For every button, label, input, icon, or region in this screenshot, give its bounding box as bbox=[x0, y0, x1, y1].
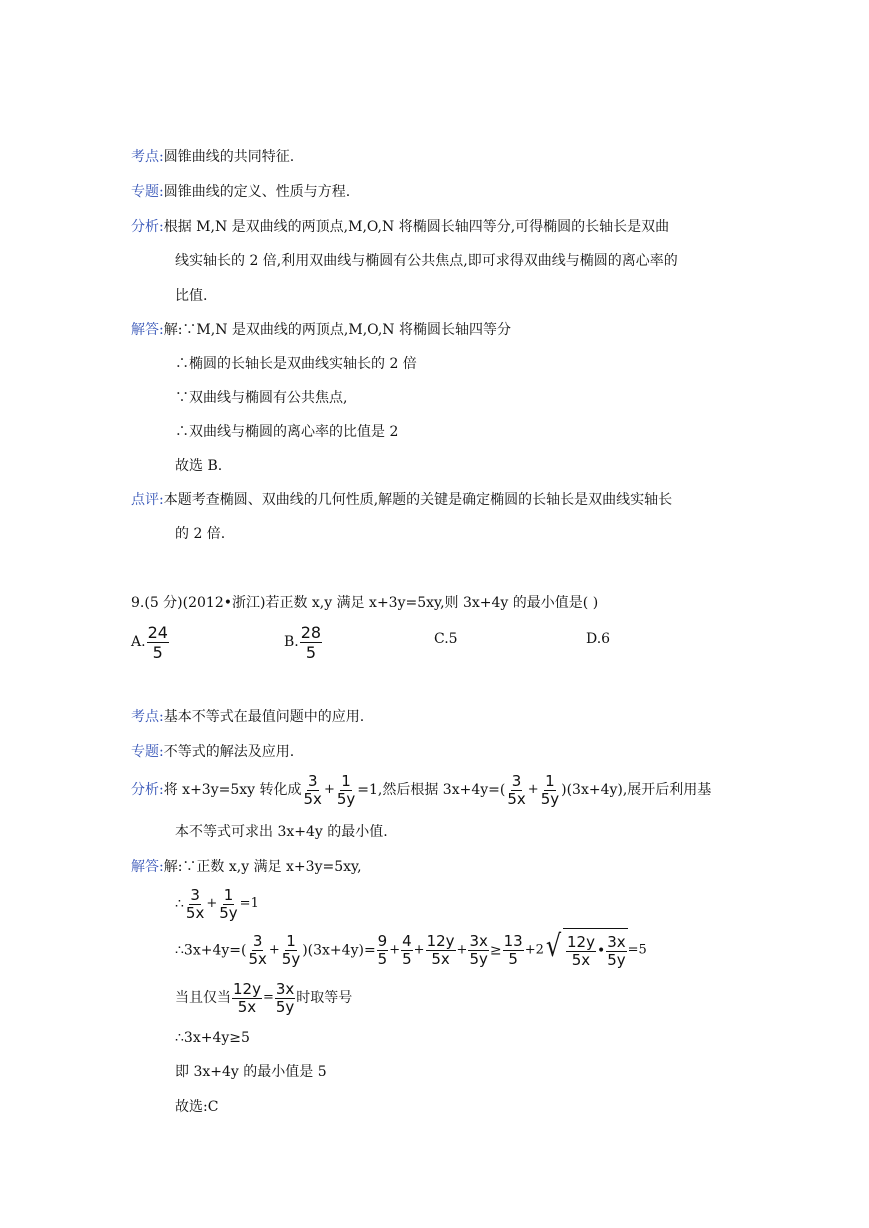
q9-fenxi-line-2: 本不等式可求出 3x+4y 的最小值. bbox=[175, 824, 388, 840]
fraction-3x-over-5y: $\frac{3x}{5y}$ bbox=[607, 932, 626, 969]
q9-option-b: B. $\frac{28}{5}$ bbox=[284, 622, 322, 662]
q9-equality-condition: 当且仅当 $\frac{12y}{5x}$ = $\frac{3x}{5y}$ 时取等号 bbox=[175, 979, 353, 1016]
q9-equation-1: ∴ $\frac{3}{5x}$ + $\frac{1}{5y}$ =1 bbox=[175, 885, 259, 922]
q8-dianping-line-2: 的 2 倍. bbox=[175, 526, 226, 542]
jieda-text: 解:∵正数 x,y 满足 x+3y=5xy, bbox=[163, 859, 362, 875]
fraction-3x-over-5y: $\frac{3x}{5y}$ bbox=[469, 932, 488, 968]
dianping-label: 点评: bbox=[131, 492, 164, 508]
fraction-13-over-5: $\frac{13}{5}$ bbox=[503, 932, 523, 968]
q9-jieda-min: 即 3x+4y 的最小值是 5 bbox=[175, 1064, 327, 1080]
q8-fenxi-line-1 bbox=[131, 217, 669, 237]
kaodian-label: 考点: bbox=[131, 149, 164, 165]
q8-kaodian-line bbox=[131, 147, 294, 167]
zhuanti-text: 圆锥曲线的定义、性质与方程. bbox=[163, 184, 351, 200]
fraction-3-over-5x: $\frac{3}{5x}$ bbox=[507, 771, 526, 808]
q9-zhuanti-line bbox=[131, 742, 294, 762]
fraction-1-over-5y: $\frac{1}{5y}$ bbox=[281, 932, 301, 968]
kaodian-label: 考点: bbox=[131, 709, 164, 725]
q9-equation-2: ∴3x+4y=( $\frac{3}{5x}$ + $\frac{1}{5y}$ )(3x+4y)= $\frac{9}{5}$ + $\frac{4}{5}$ + $\frac{12y}{5x}$ + $\frac{3x}{5y}$ ≥ $\frac{13}{5}$ +2 √ $\frac{12y}{5x}$ • $\frac{3x}{5y}$ =5 bbox=[175, 928, 647, 973]
fraction-1-over-5y: $\frac{1}{5y}$ bbox=[219, 885, 238, 922]
jieda-text: 解:∵M,N 是双曲线的两顶点,M,O,N 将椭圆长轴四等分 bbox=[163, 322, 511, 338]
zhuanti-label: 专题: bbox=[131, 744, 164, 760]
q8-jieda-line-4: ∴双曲线与椭圆的离心率的比值是 2 bbox=[175, 424, 399, 440]
q9-option-a: A. $\frac{24}{5}$ bbox=[131, 622, 168, 662]
fraction-12y-over-5x: $\frac{12y}{5x}$ bbox=[567, 932, 595, 969]
jieda-label: 解答: bbox=[131, 859, 164, 875]
q8-zhuanti-line bbox=[131, 182, 350, 202]
q9-jieda-choice: 故选:C bbox=[175, 1099, 219, 1115]
fenxi-text: 根据 M,N 是双曲线的两顶点,M,O,N 将椭圆长轴四等分,可得椭圆的长轴长是双曲 bbox=[163, 219, 670, 235]
fenxi-label: 分析: bbox=[131, 219, 164, 235]
fraction-3-over-5x: $\frac{3}{5x}$ bbox=[303, 771, 322, 808]
q9-fenxi-line-1: 分析:将 x+3y=5xy 转化成 $\frac{3}{5x}$ + $\frac{1}{5y}$ =1,然后根据 3x+4y=( $\frac{3}{5x}$ + $\frac{1}{5y}$ )(3x+4y),展开后利用基 bbox=[131, 771, 712, 808]
q9-jieda-line-1 bbox=[131, 857, 362, 877]
zhuanti-text: 不等式的解法及应用. bbox=[163, 744, 295, 760]
fraction-9-over-5: $\frac{9}{5}$ bbox=[377, 932, 388, 968]
fraction-3-over-5x: $\frac{3}{5x}$ bbox=[248, 932, 267, 968]
fraction-12y-over-5x: $\frac{12y}{5x}$ bbox=[233, 979, 261, 1016]
q8-fenxi-line-2: 线实轴长的 2 倍,利用双曲线与椭圆有公共焦点,即可求得双曲线与椭圆的离心率的 bbox=[175, 253, 678, 269]
fraction-1-over-5y: $\frac{1}{5y}$ bbox=[540, 771, 560, 808]
q9-stem: 9.(5 分)(2012•浙江)若正数 x,y 满足 x+3y=5xy,则 3x+4y 的最小值是( ) bbox=[131, 595, 599, 611]
kaodian-text: 基本不等式在最值问题中的应用. bbox=[163, 709, 365, 725]
fraction-4-over-5: $\frac{4}{5}$ bbox=[402, 932, 412, 968]
option-a-fraction: $\frac{24}{5}$ bbox=[147, 622, 168, 662]
q8-jieda-line-1 bbox=[131, 320, 511, 340]
fraction-3-over-5x: $\frac{3}{5x}$ bbox=[185, 885, 205, 922]
q8-jieda-line-5: 故选 B. bbox=[175, 458, 223, 474]
fraction-3x-over-5y: $\frac{3x}{5y}$ bbox=[275, 979, 295, 1016]
q9-option-d: D.6 bbox=[586, 631, 611, 647]
q9-option-c: C.5 bbox=[434, 631, 458, 647]
fraction-12y-over-5x: $\frac{12y}{5x}$ bbox=[426, 932, 455, 968]
q8-jieda-line-3: ∵双曲线与椭圆有公共焦点, bbox=[175, 390, 348, 406]
q9-jieda-geq: ∴3x+4y≥5 bbox=[175, 1030, 250, 1046]
q8-dianping-line-1 bbox=[131, 490, 672, 510]
fraction-1-over-5y: $\frac{1}{5y}$ bbox=[336, 771, 356, 808]
zhuanti-label: 专题: bbox=[131, 184, 164, 200]
kaodian-text: 圆锥曲线的共同特征. bbox=[163, 149, 295, 165]
q9-kaodian-line bbox=[131, 707, 364, 727]
dianping-text: 本题考查椭圆、双曲线的几何性质,解题的关键是确定椭圆的长轴长是双曲线实轴长 bbox=[163, 492, 673, 508]
q8-jieda-line-2: ∴椭圆的长轴长是双曲线实轴长的 2 倍 bbox=[175, 356, 417, 372]
option-b-fraction: $\frac{28}{5}$ bbox=[300, 622, 322, 662]
fenxi-label: 分析: bbox=[131, 782, 164, 798]
q8-fenxi-line-3: 比值. bbox=[175, 288, 208, 304]
jieda-label: 解答: bbox=[131, 322, 164, 338]
square-root: √ $\frac{12y}{5x}$ • $\frac{3x}{5y}$ bbox=[544, 928, 628, 973]
